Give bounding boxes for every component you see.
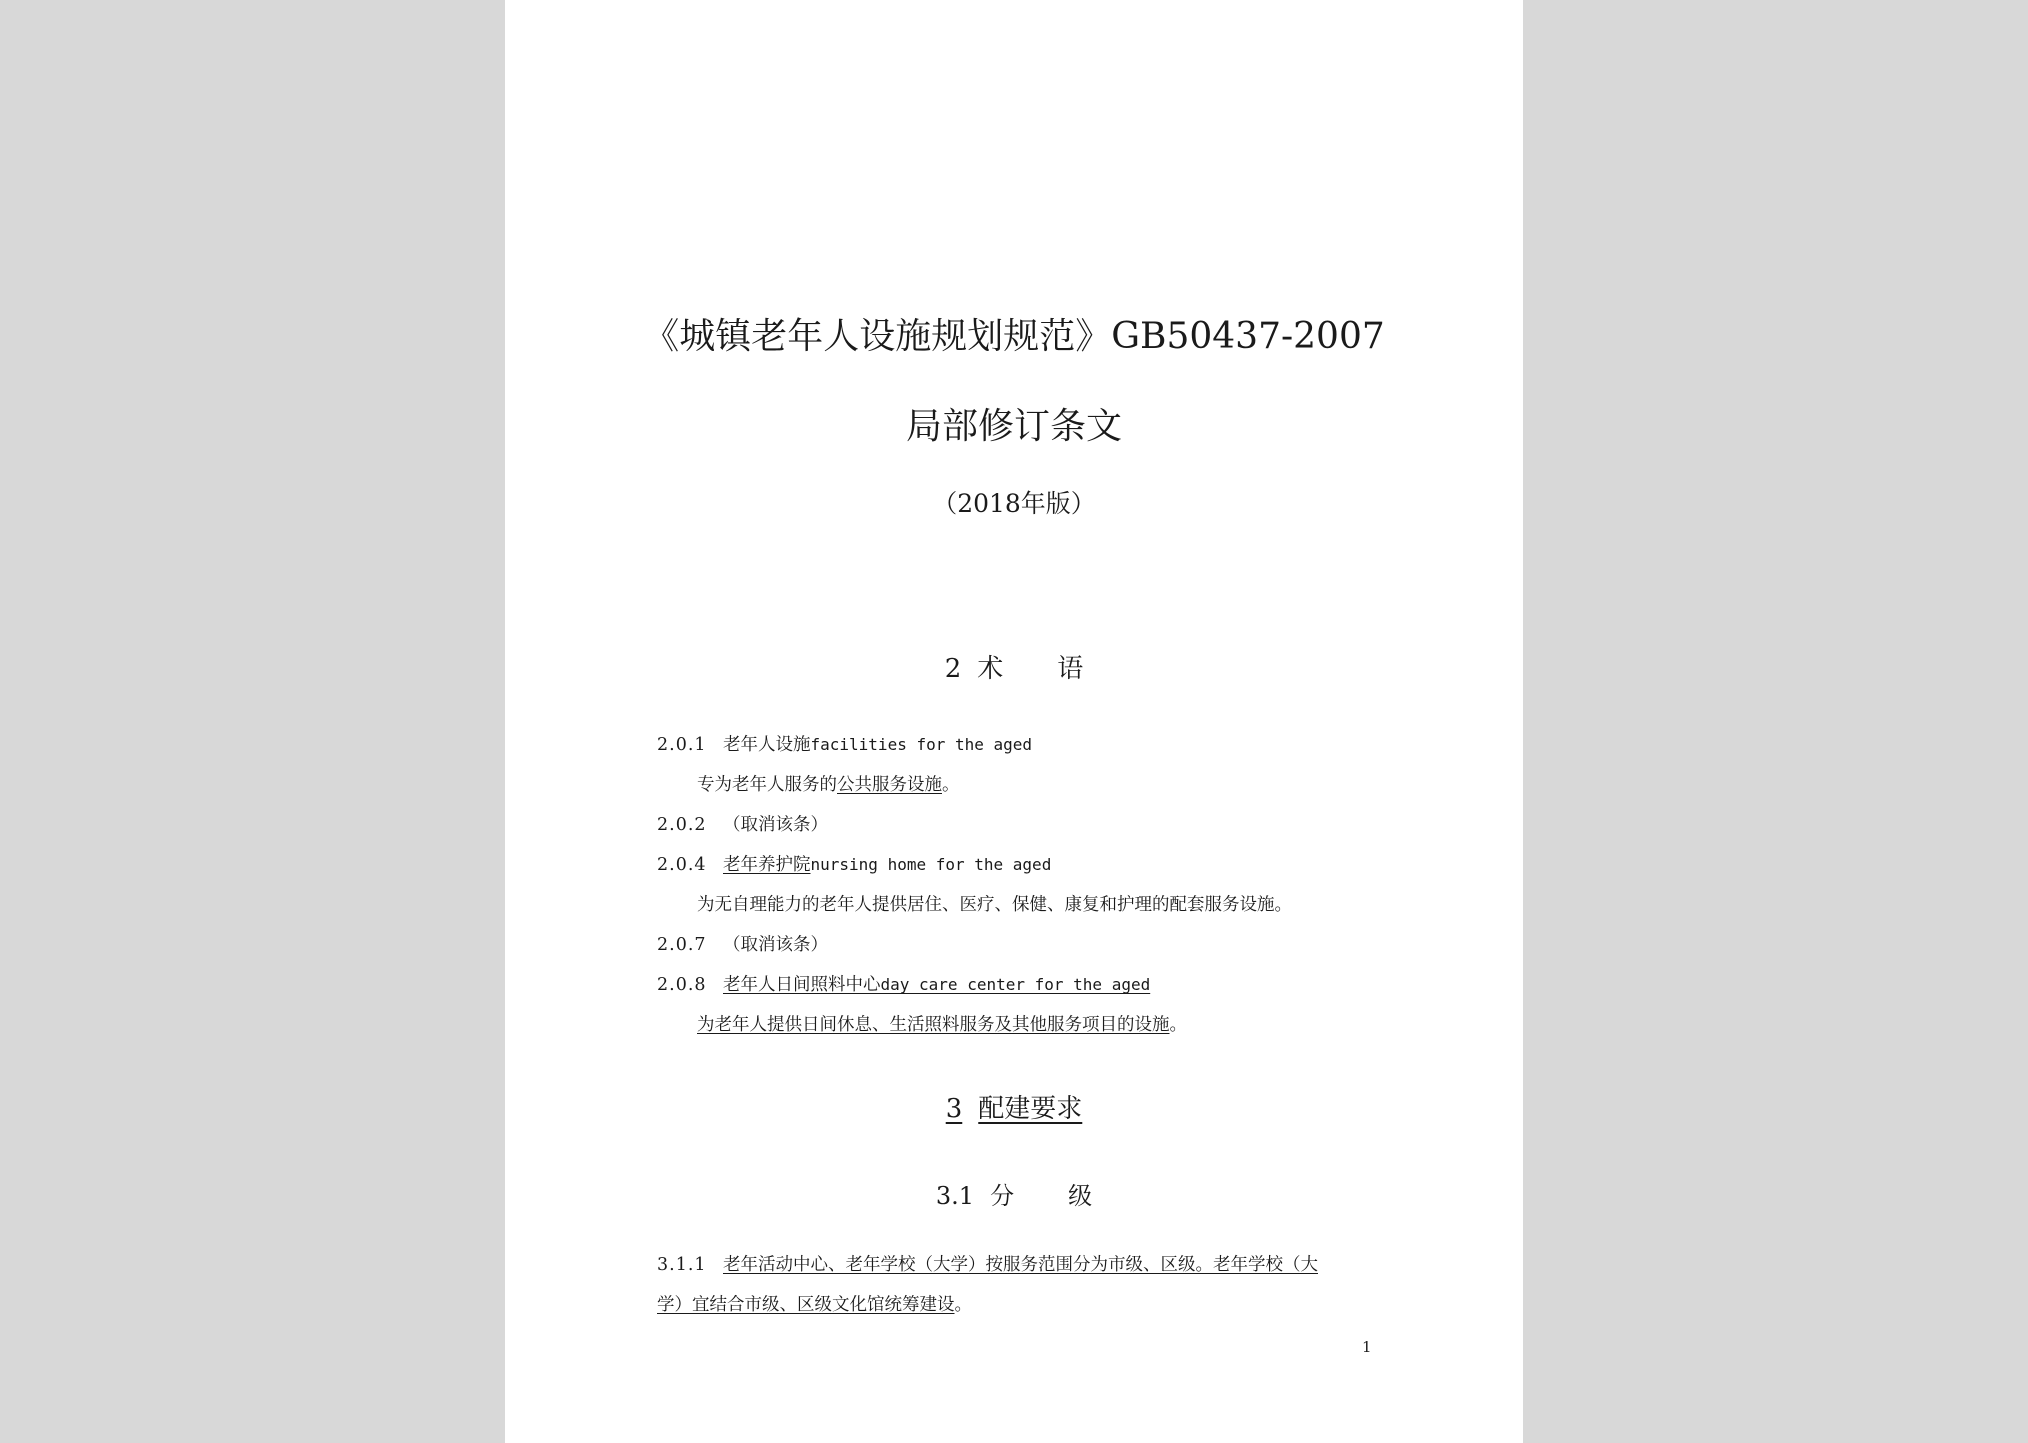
document-subtitle: 局部修订条文 [905, 406, 1122, 447]
section-word-1: 术 [977, 654, 1004, 684]
clause-2-0-2 [657, 814, 828, 836]
section-heading-requirements [505, 1088, 1523, 1125]
clause-number: 2.0.4 [657, 855, 707, 875]
clause-number: 2.0.1 [657, 735, 707, 755]
document-edition: （2018年版） [932, 489, 1096, 518]
subsection-number: 3.1 [935, 1182, 975, 1210]
clause-number: 2.0.2 [657, 815, 707, 835]
clause-2-0-4-definition: 为无自理能力的老年人提供居住、医疗、保健、康复和护理的配套服务设施。 [697, 895, 1292, 915]
clause-3-1-1-continuation: 学）宜结合市级、区级文化馆统筹建设。 [657, 1295, 972, 1315]
section-number: 2 [944, 654, 962, 684]
underlined-revision: 为老年人提供日间休息、生活照料服务及其他服务项目的设施 [697, 1015, 1170, 1035]
section-word-2: 语 [1057, 654, 1084, 684]
subsection-heading [505, 1176, 1523, 1211]
page-number: 1 [1362, 1338, 1372, 1356]
subsection-word-2: 级 [1068, 1182, 1093, 1210]
clause-2-0-1 [657, 734, 1032, 756]
clause-2-0-4 [657, 854, 1051, 876]
clause-note: （取消该条） [723, 815, 828, 835]
clause-term-en: facilities for the aged [810, 735, 1033, 754]
clause-term-underlined: 老年人日间照料中心day care center for the aged [723, 975, 1151, 995]
section-heading-terms [505, 648, 1523, 685]
clause-3-1-1 [657, 1254, 1318, 1276]
underlined-revision: 公共服务设施 [837, 775, 942, 795]
clause-2-0-7 [657, 934, 828, 956]
clause-term: 老年养护院 [723, 855, 811, 875]
clause-2-0-8 [657, 974, 1150, 996]
document-title: 《城镇老年人设施规划规范》GB50437-2007 [643, 316, 1385, 357]
clause-number: 2.0.8 [657, 975, 707, 995]
clause-term-en: nursing home for the aged [810, 855, 1052, 874]
underlined-heading: 3 配建要求 [945, 1094, 1083, 1124]
underlined-revision: 老年活动中心、老年学校（大学）按服务范围分为市级、区级。老年学校（大 [723, 1255, 1318, 1275]
clause-note: （取消该条） [723, 935, 828, 955]
clause-2-0-1-definition: 专为老年人服务的公共服务设施。 [697, 775, 960, 795]
clause-term: 老年人设施 [723, 735, 811, 755]
clause-2-0-8-definition: 为老年人提供日间休息、生活照料服务及其他服务项目的设施。 [697, 1015, 1187, 1035]
document-page [505, 0, 1523, 1443]
clause-number: 2.0.7 [657, 935, 707, 955]
subsection-word-1: 分 [990, 1182, 1015, 1210]
clause-number: 3.1.1 [657, 1255, 707, 1275]
underlined-revision: 学）宜结合市级、区级文化馆统筹建设 [657, 1295, 955, 1315]
